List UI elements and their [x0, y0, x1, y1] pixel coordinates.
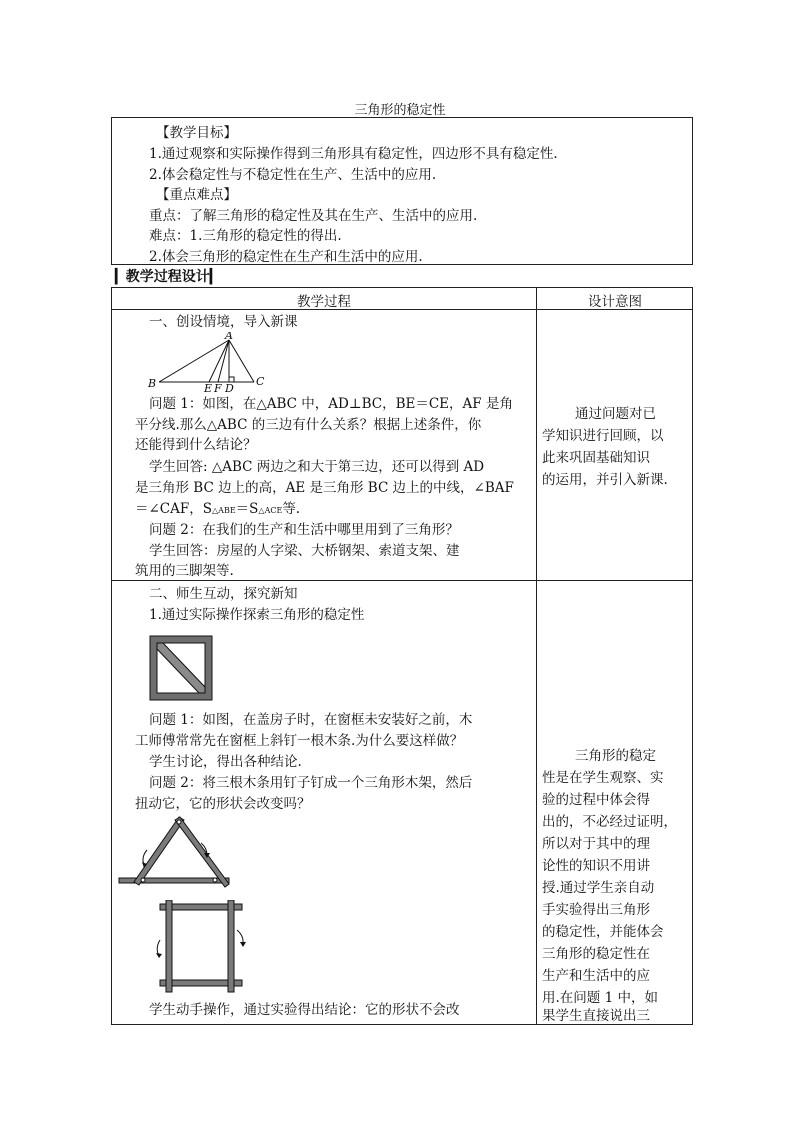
label-E: E	[204, 382, 213, 392]
goal-2: 2.体会稳定性与不稳定性在生产、生活中的应用.	[149, 167, 437, 183]
s1-line-6: ＝∠CAF，S△ABE＝S△ACE等.	[135, 501, 301, 517]
s1-intent-4: 的运用，并引入新课.	[542, 472, 668, 488]
s2-intent-11: 生产和生活中的应	[542, 968, 650, 984]
section2-heading: 二、师生互动，探究新知	[149, 586, 298, 602]
section1-heading: 一、创设情境，导入新课	[149, 314, 298, 330]
triangle-frame-figure	[117, 815, 232, 890]
label-B: B	[148, 377, 157, 390]
sub-abe: △ABE	[212, 506, 236, 515]
s1-line-7: 问题 2：在我们的生产和生活中哪里用到了三角形？	[149, 522, 459, 538]
s2-line-6: 学生动手操作，通过实验得出结论：它的形状不会改	[149, 1002, 460, 1018]
s1-line-3: 还能得到什么结论？	[135, 437, 257, 453]
s2-intent-4: 出的，不必经过证明，	[542, 814, 677, 830]
s2-intent-5: 所以对于其中的理	[542, 836, 650, 852]
s2-intent-8: 手实验得出三角形	[542, 902, 650, 918]
s1-line-4: 学生回答: △ABC 两边之和大于第三边，还可以得到 AD	[149, 459, 485, 475]
s2-line-1: 问题 1：如图，在盖房子时，在窗框未安装好之前，木	[149, 712, 473, 728]
s1-line-2: 平分线.那么△ABC 的三边有什么关系？根据上述条件，你	[135, 417, 482, 433]
s1-intent-1: 通过问题对已	[575, 406, 656, 422]
label-F: F	[214, 382, 222, 392]
s2-intent-1: 三角形的稳定	[575, 748, 656, 764]
s1-line-9: 筑用的三脚架等.	[135, 563, 234, 579]
goal-1: 1.通过观察和实际操作得到三角形具有稳定性，四边形不具有稳定性.	[149, 146, 558, 162]
s2-intent-10: 三角形的稳定性在	[542, 946, 650, 962]
s2-intent-13: 果学生直接说出三	[542, 1008, 650, 1024]
label-A: A	[225, 332, 233, 342]
s2-intent-3: 验的过程中体会得	[542, 792, 650, 808]
s2-line-5: 扭动它，它的形状会改变吗？	[135, 796, 311, 812]
square-frame-figure	[152, 900, 247, 995]
keypoint-difficulty-2: 2.体会三角形的稳定性在生产和生活中的应用.	[149, 249, 423, 265]
s2-intent-7: 授.通过学生亲自动	[542, 880, 655, 896]
s2-intent-9: 的稳定性，并能体会	[542, 924, 664, 940]
col-header-intent: 设计意图	[588, 294, 642, 310]
window-frame-figure	[149, 635, 213, 701]
s1-line-1: 问题 1：如图，在△ABC 中，AD⊥BC，BE＝CE，AF 是角	[149, 396, 513, 412]
label-C: C	[256, 375, 265, 388]
goals-heading: 【教学目标】	[156, 125, 237, 141]
s2-line-2: 工师傅常常先在窗框上斜钉一根木条.为什么要这样做？	[135, 733, 464, 749]
s2-intent-12: 用.在问题 1 中，如	[542, 990, 658, 1006]
keypoint-difficulty-1: 难点：1.三角形的稳定性的得出.	[149, 228, 342, 244]
triangle-figure	[147, 332, 277, 392]
goals-box	[111, 117, 693, 265]
s2-intent-6: 论性的知识不用讲	[542, 858, 650, 874]
keypoint-focus: 重点：了解三角形的稳定性及其在生产、生活中的应用.	[149, 208, 478, 224]
s1-intent-3: 此来巩固基础知识	[542, 450, 650, 466]
page-title: 三角形的稳定性	[354, 103, 446, 118]
sub-ace: △ACE	[258, 506, 283, 515]
label-D: D	[225, 382, 234, 392]
s1-line-8: 学生回答：房屋的人字梁、大桥钢架、索道支架、建	[149, 543, 460, 559]
section-divider	[112, 580, 692, 581]
s1-intent-2: 学知识进行回顾，以	[542, 428, 664, 444]
keypoints-heading: 【重点难点】	[156, 187, 237, 203]
process-heading: ▎教学过程设计▎	[115, 269, 221, 285]
column-divider	[536, 288, 537, 1024]
s2-line-4: 问题 2：将三根木条用钉子钉成一个三角形木架，然后	[149, 775, 473, 791]
s2-intent-2: 性是在学生观察、实	[542, 770, 664, 786]
s2-line-3: 学生讨论，得出各种结论.	[149, 754, 302, 770]
col-header-process: 教学过程	[297, 294, 351, 310]
section2-subheading: 1.通过实际操作探索三角形的稳定性	[149, 607, 365, 623]
s1-line-5: 是三角形 BC 边上的高，AE 是三角形 BC 边上的中线，∠BAF	[135, 480, 514, 496]
process-table	[111, 287, 693, 1025]
